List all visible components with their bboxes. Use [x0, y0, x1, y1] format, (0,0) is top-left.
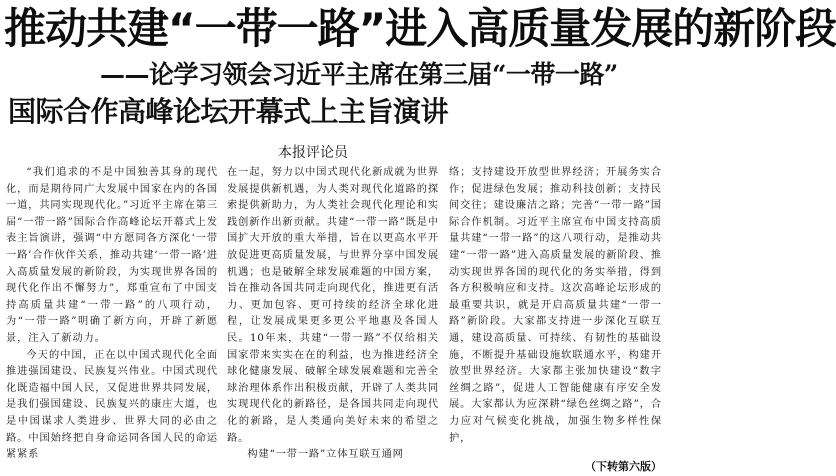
- column-3: [449, 165, 662, 458]
- column-2: [227, 165, 439, 476]
- col1-paragraph-1: “我们追求的不是中国独善其身的现代化，而是期待同广大发展中国家在内的各国一道，共同实现现代化。”习近平主席在第三届“一带一路”国际合作高峰论坛开幕式上发表主旨演讲，强调“中方愿同各方深化‘一带一路’合作伙伴关系，推动共建‘一带一路’进入高质量发展的新阶段，为实现世界各国的现代化作出不懈努力”，郑重宣布了中国支持高质量共建“一带一路”的八项行动，为“一带一路”明确了新方向，开辟了新愿景，注入了新动力。: [6, 167, 218, 344]
- subheadline-line1: ——论学习领会习近平主席在第三届“一带一路”: [100, 60, 618, 89]
- subheadline-line2: 国际合作高峰论坛开幕式上主旨演讲: [8, 95, 449, 128]
- byline: 本报评论员: [278, 145, 348, 161]
- col2-paragraph-2: 构建“一带一路”立体互联互通网: [247, 449, 404, 461]
- col3-paragraph-1: 络；支持建设开放型世界经济；开展务实合作；促进绿色发展；推动科技创新；支持民间交往；建设廉洁之路；完善“一带一路”国际合作机制。习近平主席宣布中国支持高质量共建“一带一路”的这八项行动，是推动共建“一带一路”进入高质量发展的新阶段、推动实现世界各国的现代化的务实举措，得到各方积极响应和支持。这次高峰论坛形成的最重要共识，就是开启高质量共建“一带一路”新阶段。大家都支持进一步深化互联互通，建设高质量、可持续、有韧性的基础设施，不断提升基础设施软联通水平，构建开放型世界经济。大家都主张加快建设“数字丝绸之路”，促进人工智能健康有序安全发展。大家都认为应深耕“绿色丝绸之路”，合力应对气候变化挑战，加强生物多样性保护，: [449, 167, 662, 444]
- continued-label: （下转第六版）: [581, 459, 662, 475]
- col1-paragraph-2: 今天的中国，正在以中国式现代化全面推进强国建设、民族复兴伟业。中国式现代化既造福中国人民，又促进世界共同发展，是我们强国建设、民族复兴的康庄大道，也是中国谋求人类进步、世界大同的必由之路。中国始终把自身命运同各国人民的命运紧紧系: [6, 349, 218, 461]
- headline: 推动共建“一带一路”进入高质量发展的新阶段: [4, 4, 836, 53]
- col2-paragraph-1: 在一起，努力以中国式现代化新成就为世界发展提供新机遇，为人类对现代化道路的探索提供新助力，为人类社会现代化理论和实践创新作出新贡献。共建“一带一路”既是中国扩大开放的重大举措，旨在以更高水平开放促进更高质量发展，与世界分享中国发展机遇；也是破解全球发展难题的中国方案，旨在推动各国共同走向现代化，推进更有活力、更加包容、更可持续的经济全球化进程，让发展成果更多更公平地惠及各国人民。10年来，共建“一带一路”不仅给相关国家带来实实在在的利益，也为推进经济全球化健康发展、破解全球发展难题和完善全球治理体系作出积极贡献，开辟了人类共同实现现代化的新路径，是各国共同走向现代化的新路，是人类通向美好未来的希望之路。: [227, 167, 439, 444]
- column-1: [6, 165, 218, 476]
